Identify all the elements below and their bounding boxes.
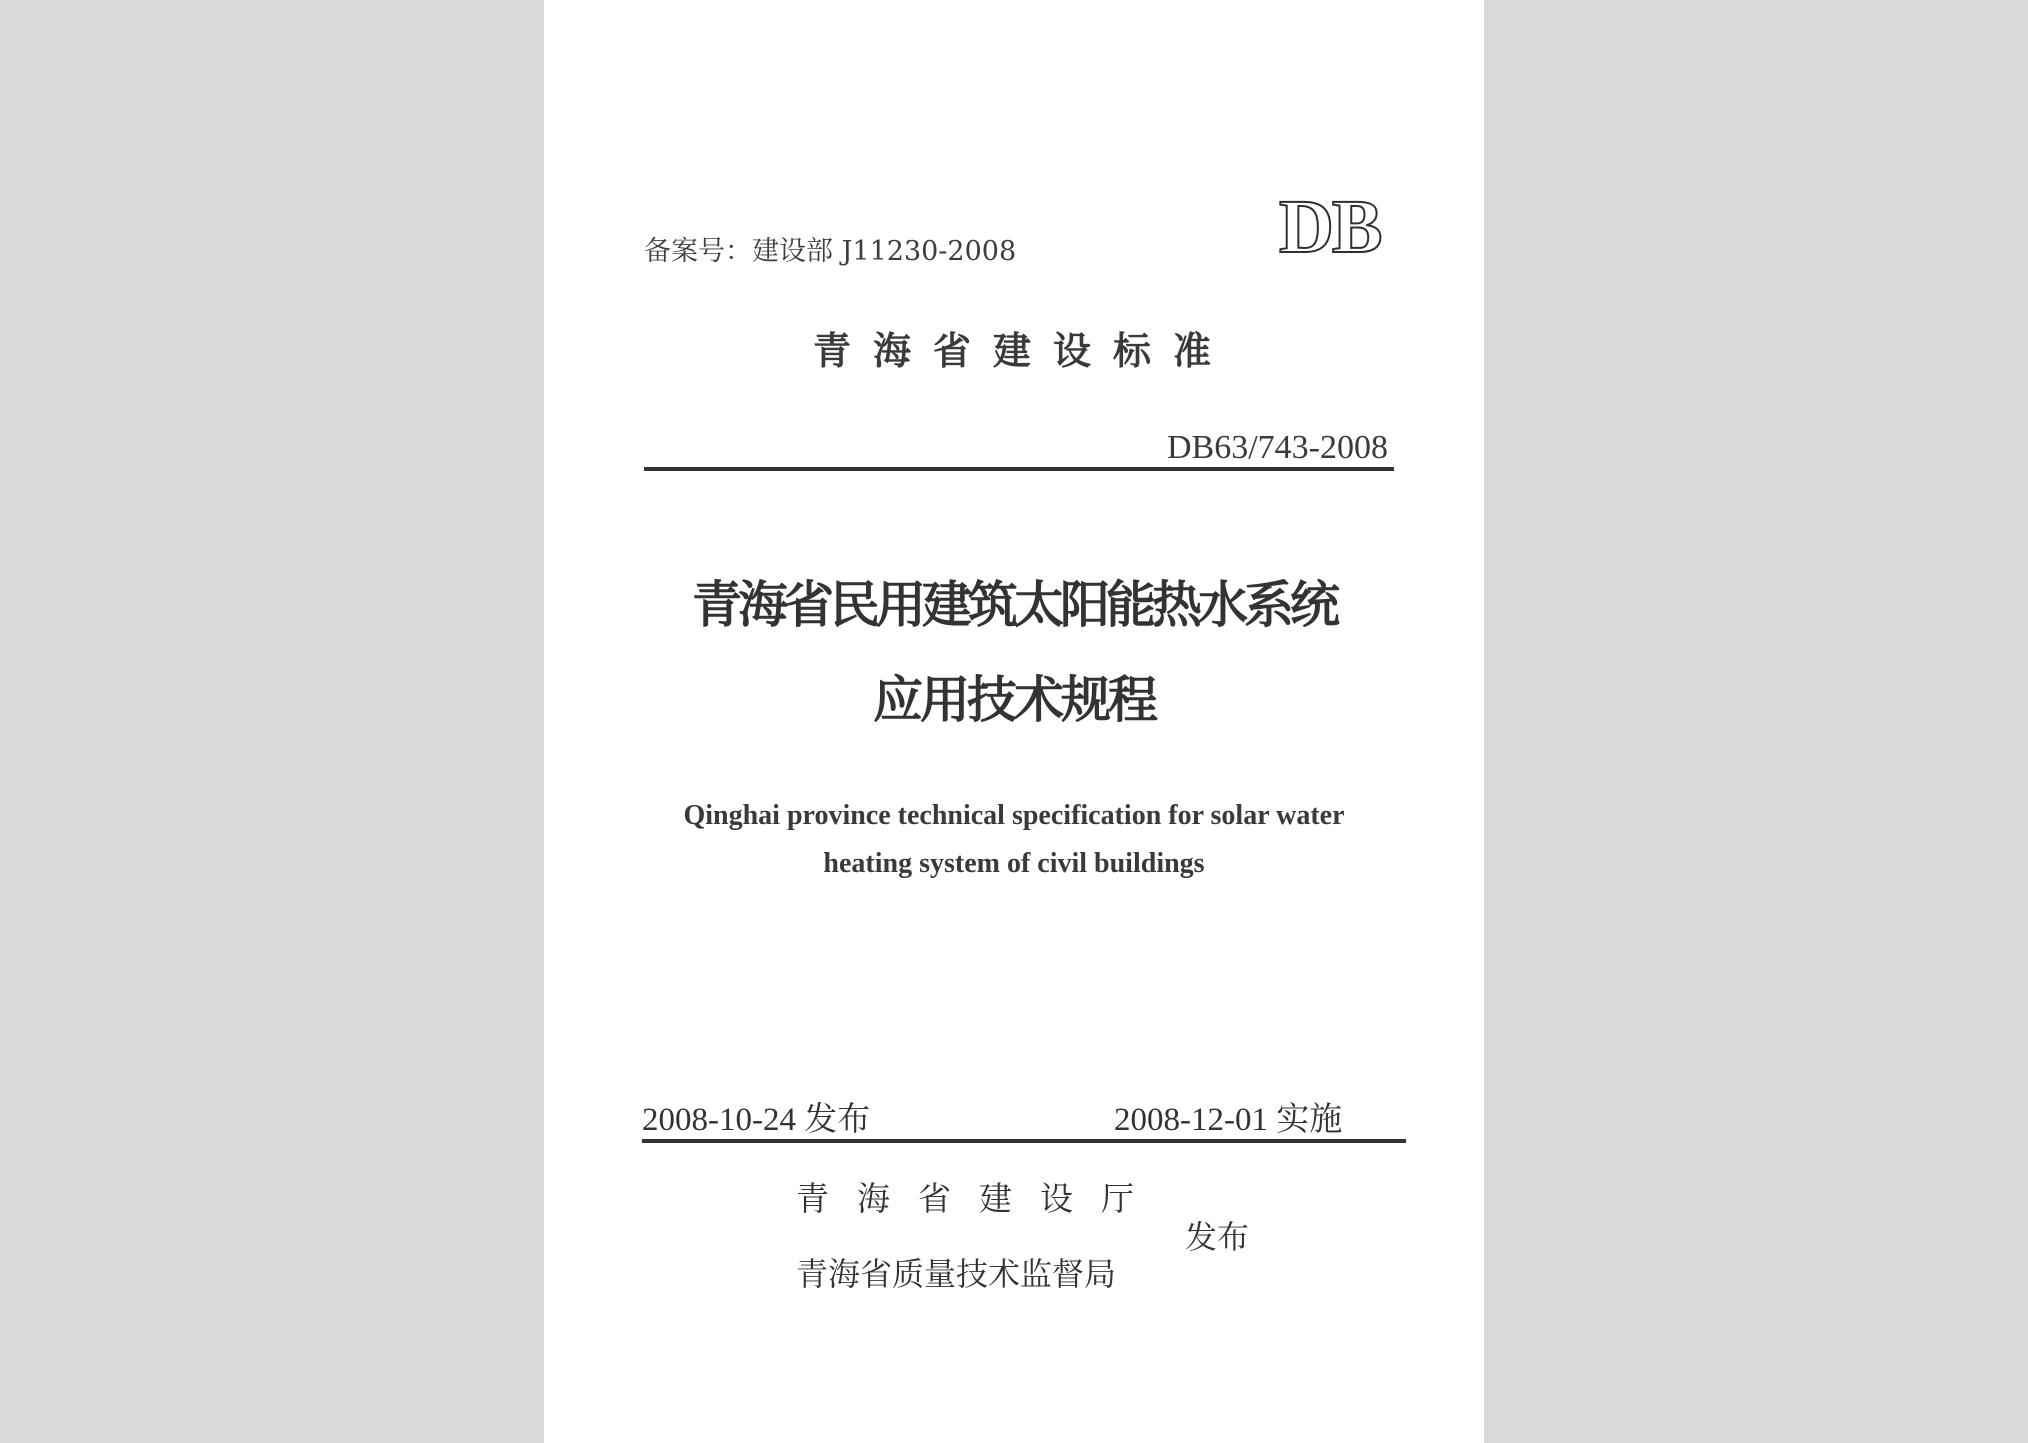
filing-number: 备案号：建设部 J11230-2008 bbox=[644, 236, 1017, 267]
title-zh-line2: 应用技术规程 bbox=[873, 670, 1155, 729]
issuer-construction-dept: 青海省建设厅 bbox=[796, 1179, 1162, 1218]
title-en-line1: Qinghai province technical specification for solar water bbox=[683, 800, 1345, 831]
standard-category: 青海省建设标准 bbox=[813, 329, 1234, 373]
release-date: 2008-10-24 发布 bbox=[642, 1102, 871, 1138]
issuer-quality-bureau: 青海省质量技术监督局 bbox=[796, 1255, 1117, 1293]
effective-date: 2008-12-01 实施 bbox=[1114, 1102, 1343, 1138]
top-divider bbox=[644, 467, 1394, 471]
title-en-line2: heating system of civil buildings bbox=[823, 848, 1205, 879]
db-logo: DB bbox=[1279, 185, 1381, 269]
title-zh-line1: 青海省民用建筑太阳能热水系统 bbox=[692, 575, 1336, 634]
document-page bbox=[544, 0, 1484, 1443]
standard-number: DB63/743-2008 bbox=[1167, 429, 1388, 466]
bottom-divider bbox=[642, 1139, 1406, 1143]
issued-label: 发布 bbox=[1185, 1218, 1250, 1256]
